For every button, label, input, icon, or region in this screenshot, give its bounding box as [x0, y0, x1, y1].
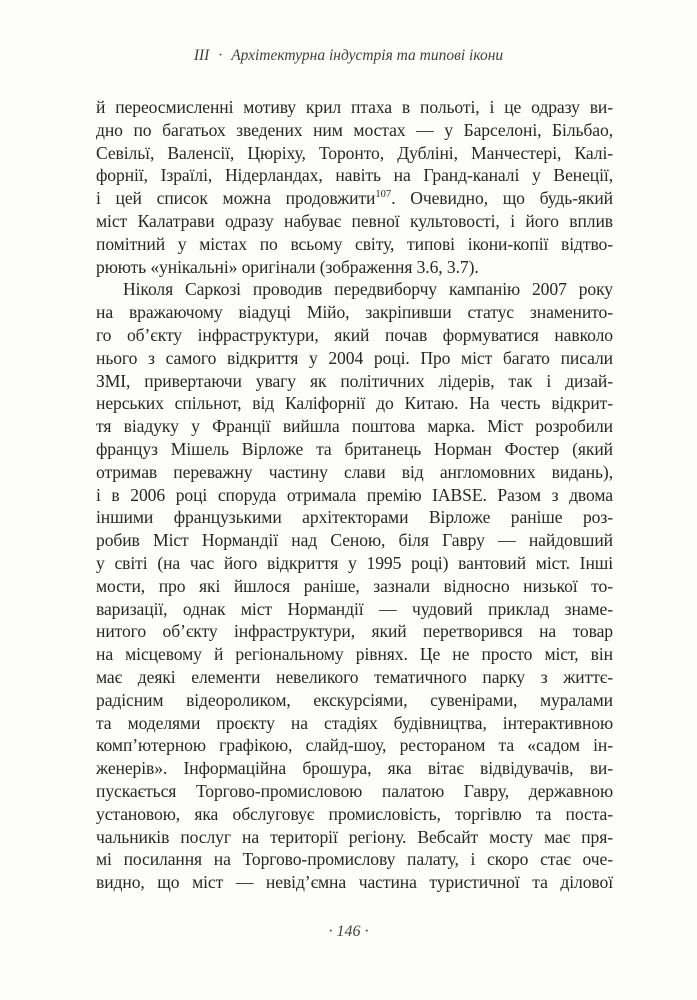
text-line: рюють «унікальні» оригінали (зображення 3.6, 3.7).: [96, 256, 479, 277]
text-line: видно, що міст — невід’ємна частина туристичної та ділової: [96, 872, 613, 893]
footnote-reference: 107: [375, 189, 392, 201]
text-line: й переосмисленні мотиву крил птаха в польоті, і це одразу ви-: [96, 97, 613, 117]
header-separator-dot: ·: [218, 47, 223, 64]
text-line: го об’єкту інфраструктури, який почав формуватися навколо: [96, 324, 613, 345]
chapter-number: III: [193, 47, 210, 64]
text-line: отримав переважну частину слави від англомовних видань),: [96, 461, 613, 482]
text-line: має деякі елементи невеликого тематичного парку з життє-: [96, 666, 613, 687]
text-line: нерських спільнот, від Каліфорнії до Китаю. На честь відкрит-: [96, 393, 613, 414]
text-line: француз Мішель Вірложе та британець Норман Фостер (який: [96, 438, 613, 459]
text-line: дно по багатьох зведених ним мостах — у Барселоні, Більбао,: [96, 119, 613, 140]
text-line: помітний у містах по всьому світу, типові ікони-копії відтво-: [96, 233, 613, 254]
text-line: пускається Торгово-промисловою палатою Гавру, державною: [96, 780, 613, 801]
body-text: [96, 96, 613, 894]
text-line: і цей список можна продовжити$^{107}$. Очевидно, що будь-який: [96, 188, 613, 209]
text-line: і в 2006 році споруда отримала премію IABSE. Разом з двома: [96, 484, 613, 505]
text-line: на місцевому й регіональному рівнях. Це не просто міст, він: [96, 644, 613, 665]
text-line: женерів». Інформаційна брошура, яка вітає відвідувачів, ви-: [96, 758, 613, 779]
text-line: варизації, однак міст Нормандії — чудовий приклад знаме-: [96, 598, 613, 619]
text-line: міст Калатрави одразу набуває певної культовості, і його вплив: [96, 210, 613, 231]
text-line: установою, яка обслуговує промисловість, торгівлю та поста-: [96, 803, 613, 824]
text-line: у світі (на час його відкриття у 1995 році) вантовий міст. Інші: [96, 552, 613, 573]
text-line: ЗМІ, привертаючи увагу як політичних лідерів, так і дизай-: [96, 370, 613, 391]
running-header: [0, 47, 697, 65]
text-line: та моделями проєкту на стадіях будівництва, інтерактивною: [96, 712, 613, 733]
text-line: чальників послуг на території регіону. Вебсайт мосту має пря-: [96, 826, 613, 847]
page-number: · 146 ·: [328, 923, 369, 940]
text-line: радісним відеороликом, екскурсіями, сувенірами, муралами: [96, 689, 613, 710]
text-line: тя віадуку у Франції вийшла поштова марка. Міст розробили: [96, 416, 613, 437]
text-line: Ніколя Саркозі проводив передвиборчу кампанію 2007 року: [123, 279, 613, 300]
text-line: на вражаючому віадуці Мійо, закріпивши статус знаменито-: [96, 302, 613, 323]
text-line: Севільї, Валенсії, Цюріху, Торонто, Дубліні, Манчестері, Калі-: [96, 142, 613, 163]
text-line: мости, про які йшлося раніше, зазнали відносно низької то-: [96, 575, 613, 596]
text-line: нього з самого відкриття у 2004 році. Про міст багато писали: [96, 347, 613, 368]
text-line: форнії, Ізраїлі, Нідерландах, навіть на Гранд-каналі у Венеції,: [96, 165, 613, 186]
text-line: мі посилання на Торгово-промислову палату, і скоро стає оче-: [96, 849, 613, 870]
text-line: іншими французькими архітекторами Вірложе раніше роз-: [96, 507, 613, 528]
text-line: комп’ютерною графікою, слайд-шоу, рестораном та «садом ін-: [96, 735, 613, 756]
chapter-title: Архітектурна індустрія та типові ікони: [231, 47, 504, 64]
text-line: робив Міст Нормандії над Сеною, біля Гавру — найдовший: [96, 530, 613, 551]
text-line: нитого об’єкту інфраструктури, який перетворився на товар: [96, 621, 613, 642]
